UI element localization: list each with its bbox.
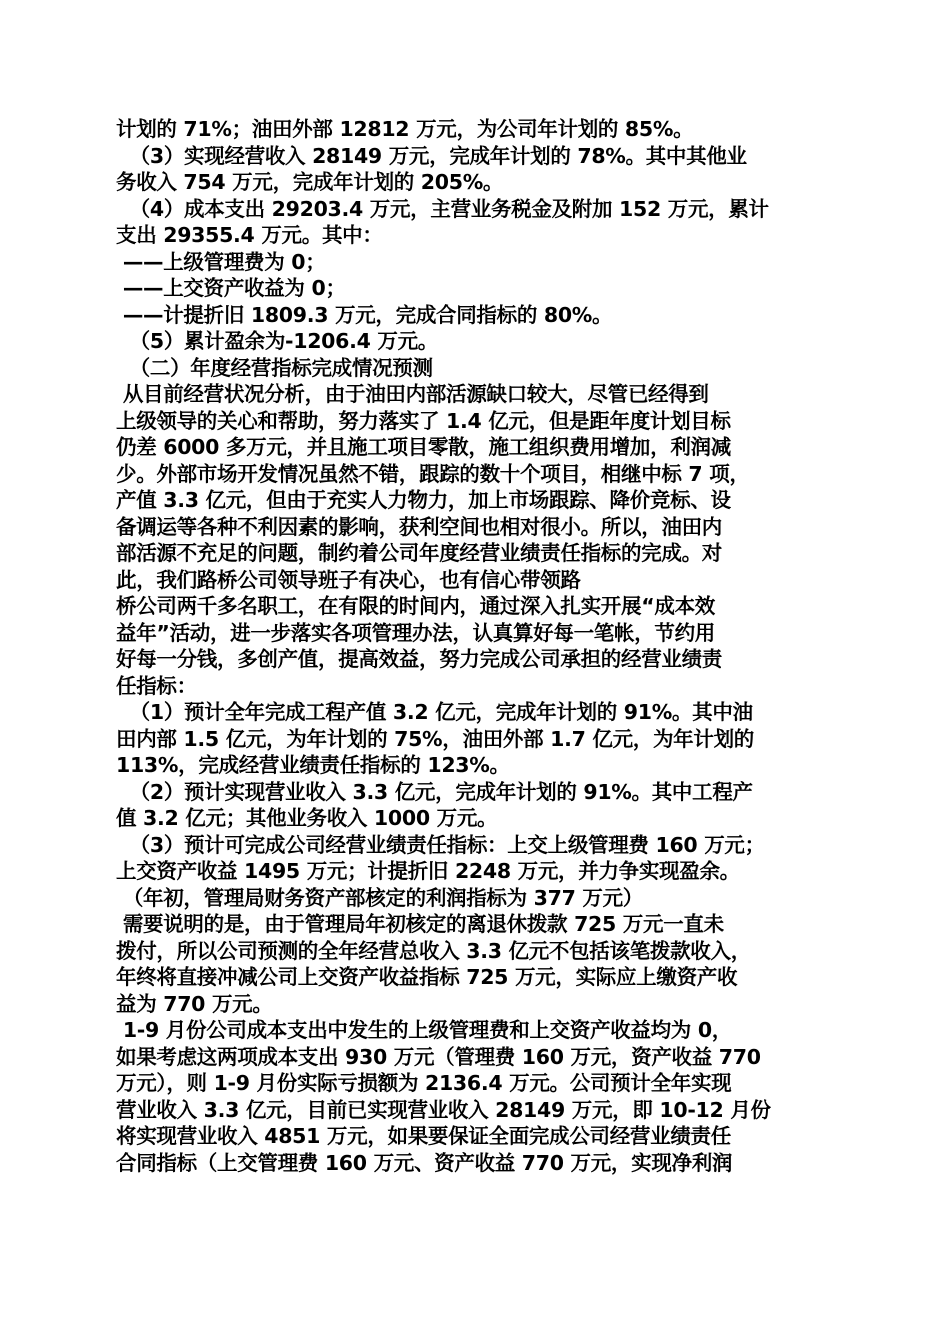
- text-line: 产值 3.3 亿元，但由于充实人力物力，加上市场跟踪、降价竞标、设: [116, 488, 731, 512]
- text-line: （2）预计实现营业收入 3.3 亿元，完成年计划的 91%。其中工程产: [116, 779, 753, 804]
- text-line: 上交资产收益 1495 万元；计提折旧 2248 万元，并力争实现盈余。: [116, 859, 740, 883]
- text-line: ——计提折旧 1809.3 万元，完成合同指标的 80%。: [116, 302, 613, 327]
- text-line: 任指标：: [116, 673, 197, 698]
- text-line: 1-9 月份公司成本支出中发生的上级管理费和上交资产收益均为 0，: [116, 1018, 733, 1042]
- text-line: （3）预计可完成公司经营业绩责任指标：上交上级管理费 160 万元；: [116, 832, 765, 857]
- document-body: [116, 116, 851, 1176]
- text-line: （4）成本支出 29203.4 万元，主营业务税金及附加 152 万元，累计: [116, 196, 769, 221]
- text-line: （1）预计全年完成工程产值 3.2 亿元，完成年计划的 91%。其中油: [116, 700, 753, 724]
- text-line: 营业收入 3.3 亿元，目前已实现营业收入 28149 万元，即 10-12 月份: [116, 1097, 771, 1122]
- text-line: 如果考虑这两项成本支出 930 万元（管理费 160 万元，资产收益 770: [116, 1044, 761, 1069]
- text-line: （年初，管理局财务资产部核定的利润指标为 377 万元）: [116, 885, 644, 910]
- text-line: 好每一分钱，多创产值，提高效益，努力完成公司承担的经营业绩责: [116, 647, 722, 671]
- text-line: 上级领导的关心和帮助，努力落实了 1.4 亿元，但是距年度计划目标: [116, 408, 731, 433]
- text-line: 桥公司两千多名职工，在有限的时间内，通过深入扎实开展“成本效: [116, 594, 715, 618]
- text-line: ——上交资产收益为 0；: [116, 276, 346, 300]
- text-line: 益年”活动，进一步落实各项管理办法，认真算好每一笔帐，节约用: [116, 620, 715, 645]
- text-line: （3）实现经营收入 28149 万元，完成年计划的 78%。其中其他业: [116, 143, 747, 168]
- text-line: 部活源不充足的问题，制约着公司年度经营业绩责任指标的完成。对: [116, 541, 722, 565]
- text-line: 需要说明的是，由于管理局年初核定的离退休拨款 725 万元一直未: [116, 912, 724, 936]
- text-line: 从目前经营状况分析，由于油田内部活源缺口较大，尽管已经得到: [116, 382, 709, 406]
- text-line: ——上级管理费为 0；: [116, 249, 326, 274]
- text-line: 113%，完成经营业绩责任指标的 123%。: [116, 753, 510, 777]
- text-line: 将实现营业收入 4851 万元，如果要保证全面完成公司经营业绩责任: [116, 1124, 731, 1148]
- text-line: 此，我们路桥公司领导班子有决心，也有信心带领路: [116, 567, 581, 592]
- text-line: 仍差 6000 多万元，并且施工项目零散，施工组织费用增加，利润减: [116, 435, 731, 459]
- text-line: （5）累计盈余为-1206.4 万元。: [116, 329, 438, 353]
- text-line: 少。外部市场开发情况虽然不错，跟踪的数十个项目，相继中标 7 项，: [116, 461, 750, 486]
- text-line: 支出 29355.4 万元。其中：: [116, 223, 383, 247]
- text-line: 值 3.2 亿元；其他业务收入 1000 万元。: [116, 806, 498, 830]
- text-line: 拨付，所以公司预测的全年经营总收入 3.3 亿元不包括该笔拨款收入，: [116, 938, 751, 963]
- text-line: 合同指标（上交管理费 160 万元、资产收益 770 万元，实现净利润: [116, 1150, 733, 1175]
- text-line: 备调运等各种不利因素的影响，获利空间也相对很小。所以，油田内: [116, 514, 722, 539]
- text-line: 务收入 754 万元，完成年计划的 205%。: [116, 170, 504, 194]
- text-line: 年终将直接冲减公司上交资产收益指标 725 万元，实际应上缴资产收: [116, 965, 738, 989]
- text-line: 计划的 71%；油田外部 12812 万元，为公司年计划的 85%。: [116, 117, 694, 141]
- text-line: 田内部 1.5 亿元，为年计划的 75%，油田外部 1.7 亿元，为年计划的: [116, 726, 754, 751]
- text-line: 益为 770 万元。: [116, 991, 273, 1016]
- section-heading: （二）年度经营指标完成情况预测: [116, 355, 433, 380]
- text-line: 万元），则 1-9 月份实际亏损额为 2136.4 万元。公司预计全年实现: [116, 1071, 732, 1095]
